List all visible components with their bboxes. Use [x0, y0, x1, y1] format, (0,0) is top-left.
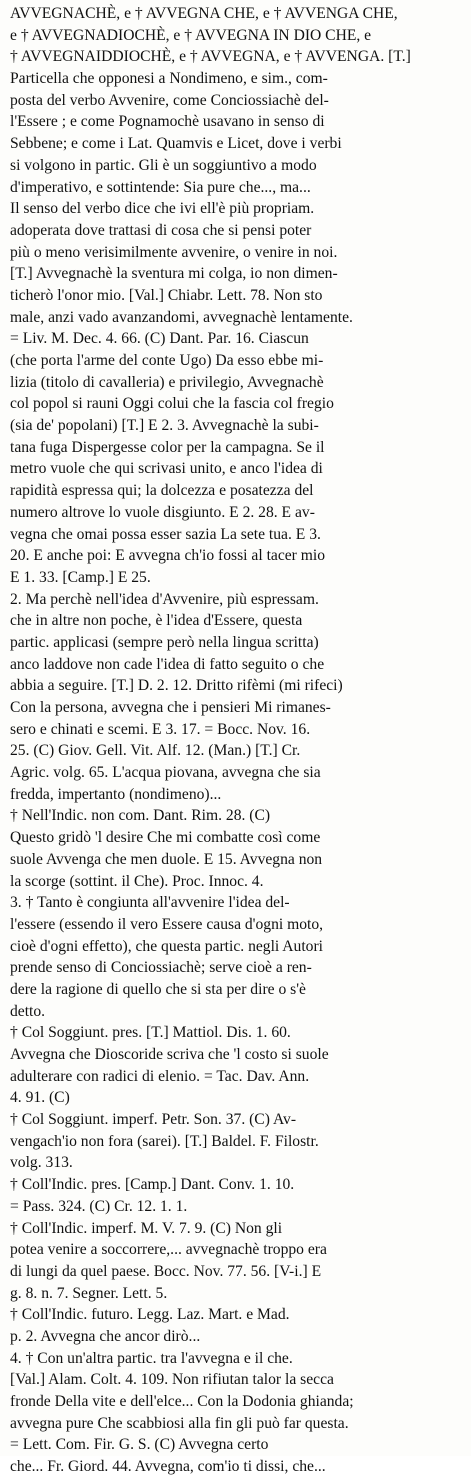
entry-text-line: Il senso del verbo dice che ivi ell'è più propriam.	[10, 200, 315, 218]
entry-text-line: metro vuole che qui scrivasi unito, e anco l'idea di	[10, 460, 323, 478]
entry-text-line: [T.] Avvegnachè la sventura mi colga, io non dimen-	[10, 265, 338, 283]
entry-text-line: [Val.] Alam. Colt. 4. 109. Non rifiutan talor la secca	[10, 1371, 334, 1389]
entry-text-line: Particella che opponesi a Nondimeno, e sim., com-	[10, 70, 328, 88]
entry-text-line: E 1. 33. [Camp.] E 25.	[10, 568, 151, 586]
entry-text-line: vengach'io non fora (sarei). [T.] Baldel. F. Filostr.	[10, 1132, 319, 1150]
entry-text-line: tana fuga Dispergesse color per la campagna. Se il	[10, 438, 325, 456]
entry-text-line: anco laddove non cade l'idea di fatto seguito o che	[10, 655, 325, 673]
entry-text-line: di lungi da quel paese. Bocc. Nov. 77. 56. [V-i.] E	[10, 1262, 322, 1280]
entry-text-line: male, anzi vado avanzandomi, avvegnachè lentamente.	[10, 308, 353, 326]
entry-text-line: † Coll'Indic. pres. [Camp.] Dant. Conv. 1. 10.	[10, 1176, 295, 1194]
entry-text-line: si volgono in partic. Gli è un soggiuntivo a modo	[10, 156, 317, 174]
entry-text-line: † Col Soggiunt. pres. [T.] Mattiol. Dis. 1. 60.	[10, 1024, 291, 1042]
entry-text-line: potea venire a soccorrere,... avvegnachè troppo era	[10, 1241, 327, 1259]
entry-text-line: † Col Soggiunt. imperf. Petr. Son. 37. (C) Av-	[10, 1111, 297, 1129]
entry-text-line: adulterare con radici di elenio. = Tac. Dav. Ann.	[10, 1067, 310, 1085]
entry-text-line: avvegna pure Che scabbiosi alla fin gli può far questa.	[10, 1414, 349, 1432]
entry-text-line: fronde Della vite e dell'elce... Con la Dodonia ghianda;	[10, 1393, 354, 1410]
entry-text-line: sero e chinati e scemi. E 3. 17. = Bocc. Nov. 16.	[10, 720, 311, 738]
entry-text-line: Avvegna che Dioscoride scriva che 'l costo si suole	[10, 1046, 329, 1063]
entry-text-line: detto.	[10, 1002, 46, 1020]
entry-text-line: la scorge (sottint. il Che). Proc. Innoc. 4.	[10, 872, 264, 890]
entry-text-line: Sebbene; e come i Lat. Quamvis e Licet, dove i verbi	[10, 135, 342, 153]
entry-text-line: rapidità espressa qui; la dolcezza e posatezza del	[10, 482, 314, 500]
entry-text-line: Agric. volg. 65. L'acqua piovana, avvegna che sia	[10, 764, 321, 782]
entry-text-line: 2. Ma perchè nell'idea d'Avvenire, più espressam.	[10, 590, 319, 608]
entry-text-line: suole Avvenga che men duole. E 15. Avvegna non	[10, 850, 323, 868]
entry-text-line: d'imperativo, e sottintende: Sia pure che..., ma...	[10, 178, 311, 196]
entry-text-line: col popol si rauni Oggi colui che la fascia col fregio	[10, 395, 334, 413]
entry-text-line: prende senso di Conciossiachè; serve cioè a ren-	[10, 959, 312, 977]
entry-text-line: † AVVEGNAIDDIOCHÈ, e † AVVEGNA, e † AVVENGA. [T.]	[10, 48, 411, 66]
entry-text-line: dere la ragione di quello che si sta per dire o s'è	[10, 980, 306, 998]
entry-text-line: posta del verbo Avvenire, come Conciossiachè del-	[10, 91, 329, 109]
entry-text-line: g. 8. n. 7. Segner. Lett. 5.	[10, 1284, 168, 1302]
entry-text-line: l'Essere ; e come Pognamochè usavano in senso di	[10, 113, 325, 131]
entry-text-line: Questo gridò 'l desire Che mi combatte così come	[10, 829, 321, 847]
entry-text-line: AVVEGNACHÈ, e † AVVEGNA CHE, e † AVVENGA CHE,	[10, 5, 398, 22]
entry-text-line: Con la persona, avvegna che i pensieri Mi rimanes-	[10, 699, 331, 716]
entry-text-line: lizia (titolo di cavalleria) e privilegio, Avvegnachè	[10, 373, 324, 391]
entry-text-line: partic. applicasi (sempre però nella lingua scritta)	[10, 633, 319, 651]
entry-text-line: fredda, impertanto (nondimeno)...	[10, 785, 222, 803]
entry-text-line: che in altre non poche, è l'idea d'Essere, questa	[10, 612, 303, 630]
entry-text-line: vegna che omai possa esser sazia La sete tua. E 3.	[10, 525, 321, 543]
entry-text-line: ticherò l'onor mio. [Val.] Chiabr. Lett. 78. Non sto	[10, 286, 323, 304]
entry-text-line: p. 2. Avvegna che ancor dirò...	[10, 1327, 201, 1345]
entry-text-line: 3. † Tanto è congiunta all'avvenire l'idea del-	[10, 894, 290, 912]
entry-text-line: (che porta l'arme del conte Ugo) Da esso ebbe mi-	[10, 352, 324, 369]
entry-text-line: volg. 313.	[10, 1154, 73, 1172]
entry-text-line: più o meno verisimilmente avvenire, o venire in noi.	[10, 243, 338, 261]
entry-text-line: 4. † Con un'altra partic. tra l'avvegna e il che.	[10, 1349, 293, 1367]
entry-text-line: cioè d'ogni effetto), che questa partic. negli Autori	[10, 937, 323, 955]
entry-text-line: (sia de' popolani) [T.] E 2. 3. Avvegnachè la subi-	[10, 417, 319, 435]
entry-text-line: l'essere (essendo il vero Essere causa d'ogni moto,	[10, 915, 324, 933]
entry-text-line: 25. (C) Giov. Gell. Vit. Alf. 12. (Man.) [T.] Cr.	[10, 742, 301, 760]
entry-text-line: 4. 91. (C)	[10, 1089, 70, 1107]
entry-text-line: abbia a seguire. [T.] D. 2. 12. Dritto rifèmi (mi rifeci)	[10, 677, 343, 695]
entry-text-line: adoperata dove trattasi di cosa che si pensi poter	[10, 221, 312, 239]
entry-text-line: † Coll'Indic. futuro. Legg. Laz. Mart. e Mad.	[10, 1306, 290, 1324]
entry-text-line: e † AVVEGNADIOCHÈ, e † AVVEGNA IN DIO CHE, e	[10, 26, 372, 44]
entry-text-line: = Lett. Com. Fir. G. S. (C) Avvegna certo	[10, 1436, 269, 1454]
entry-text-line: numero altrove lo vuole disgiunto. E 2. 28. E av-	[10, 503, 315, 521]
entry-text-line: † Nell'Indic. non com. Dant. Rim. 28. (C)	[10, 807, 271, 825]
entry-text-line: = Liv. M. Dec. 4. 66. (C) Dant. Par. 16. Ciascun	[10, 330, 309, 348]
entry-text-line: † Coll'Indic. imperf. M. V. 7. 9. (C) Non gli	[10, 1219, 283, 1237]
entry-text-line: = Pass. 324. (C) Cr. 12. 1. 1.	[10, 1197, 188, 1215]
entry-text-line: che... Fr. Giord. 44. Avvegna, com'io ti dissi, che...	[10, 1458, 326, 1476]
entry-text-line: 20. E anche poi: E avvegna ch'io fossi al tacer mio	[10, 547, 326, 565]
